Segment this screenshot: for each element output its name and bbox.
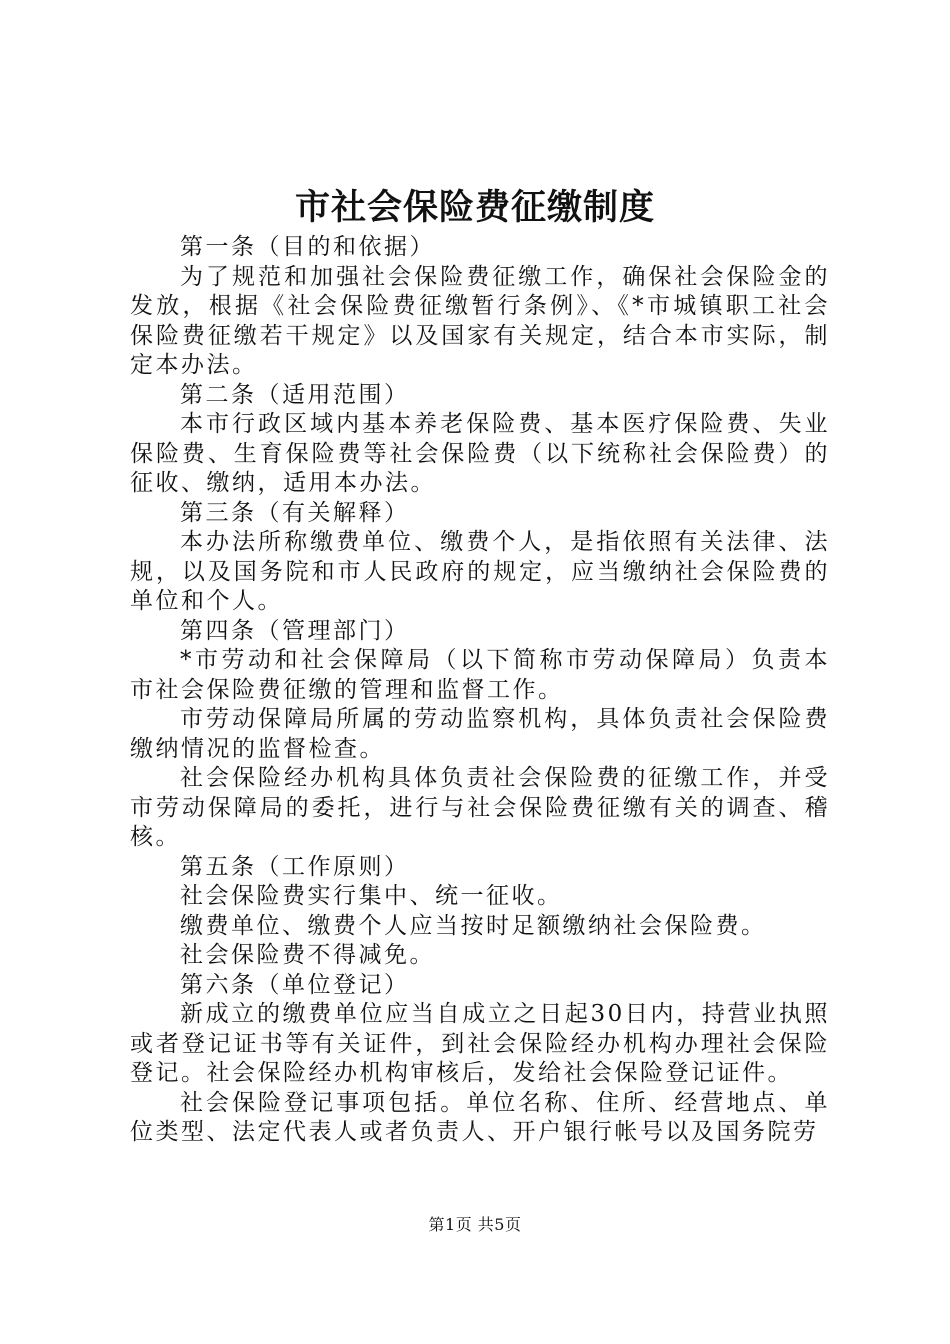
article-heading-3: 第三条（有关解释）: [180, 499, 410, 526]
article-paragraph: 社会保险费实行集中、统一征收。: [180, 883, 563, 909]
article-heading-1: 第一条（目的和依据）: [180, 234, 435, 260]
document-title: 市社会保险费征缴制度: [294, 187, 655, 228]
article-heading-6: 第六条（单位登记）: [180, 971, 410, 998]
article-heading-2: 第二条（适用范围）: [180, 381, 410, 408]
article-paragraph: 缴费单位、缴费个人应当按时足额缴纳社会保险费。: [180, 912, 767, 939]
article-paragraph: 为了规范和加强社会保险费征缴工作，确保社会保险金的发放，根据《社会保险费征缴暂行条例》、《*市城镇职工社会保险费征缴若干规定》以及国家有关规定，结合本市实际，制定本办法。: [130, 263, 830, 378]
page-footer: 第1页 共5页: [428, 1215, 522, 1234]
article-paragraph: *市劳动和社会保障局（以下简称市劳动保障局）负责本市社会保险费征缴的管理和监督工作。: [130, 647, 830, 703]
article-paragraph: 社会保险费不得减免。: [180, 942, 435, 968]
article-paragraph: 新成立的缴费单位应当自成立之日起30日内，持营业执照或者登记证书等有关证件，到社会保险经办机构办理社会保险登记。社会保险经办机构审核后，发给社会保险登记证件。: [130, 1001, 830, 1086]
article-heading-5: 第五条（工作原则）: [180, 853, 410, 880]
document-body: [130, 233, 830, 1148]
article-paragraph: 社会保险登记事项包括。单位名称、住所、经营地点、单位类型、法定代表人或者负责人、开户银行帐号以及国务院劳: [130, 1089, 830, 1145]
article-paragraph: 市劳动保障局所属的劳动监察机构，具体负责社会保险费缴纳情况的监督检查。: [130, 706, 830, 762]
article-paragraph: 本市行政区域内基本养老保险费、基本医疗保险费、失业保险费、生育保险费等社会保险费（以下统称社会保险费）的征收、缴纳，适用本办法。: [130, 411, 830, 496]
article-heading-4: 第四条（管理部门）: [180, 617, 410, 644]
article-paragraph: 本办法所称缴费单位、缴费个人，是指依照有关法律、法规，以及国务院和市人民政府的规定，应当缴纳社会保险费的单位和个人。: [130, 529, 830, 614]
article-paragraph: 社会保险经办机构具体负责社会保险费的征缴工作，并受市劳动保障局的委托，进行与社会保险费征缴有关的调查、稽核。: [130, 765, 830, 850]
